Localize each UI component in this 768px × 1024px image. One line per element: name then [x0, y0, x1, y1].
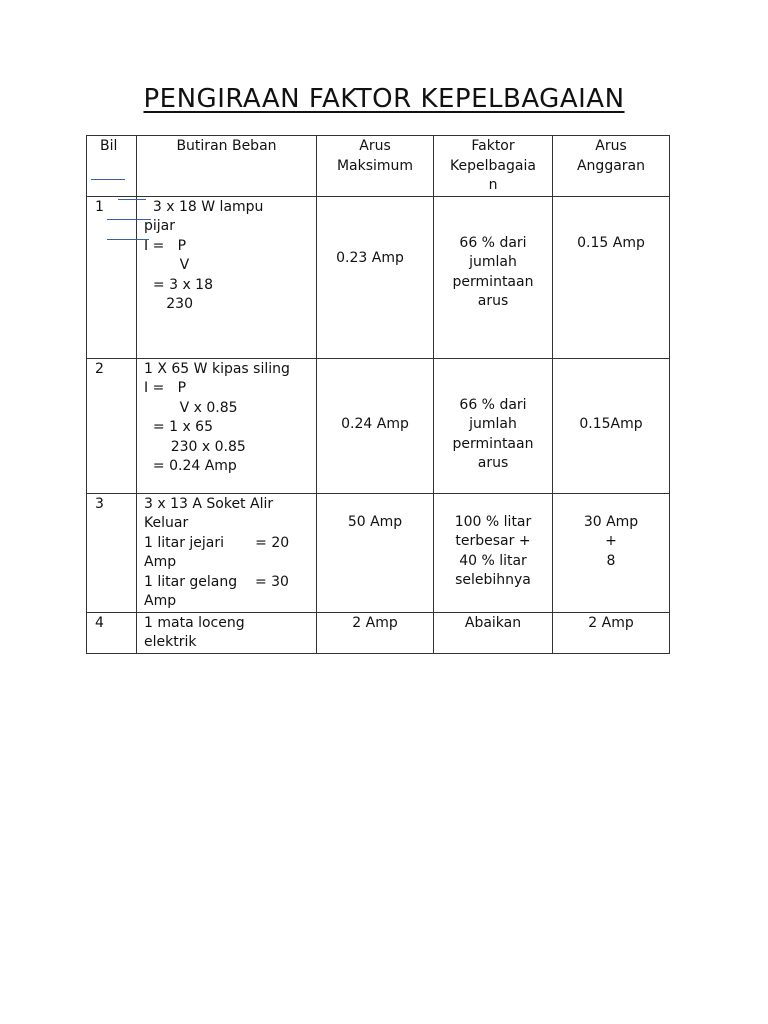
faktor-line: jumlah — [469, 254, 517, 270]
header-line: Arus — [359, 138, 391, 154]
cell-faktor — [434, 612, 553, 653]
header-line: Faktor — [471, 138, 515, 154]
page-title: PENGIRAAN FAKTOR KEPELBAGAIAN — [143, 84, 625, 114]
cell-arus-maksimum — [317, 358, 434, 493]
value-wrap — [317, 359, 433, 435]
value-wrap — [317, 197, 433, 269]
desc-line: I = P — [144, 237, 187, 254]
desc-line: 3 x 13 A Soket Alir — [144, 495, 274, 512]
desc-line: pijar — [144, 218, 176, 234]
desc-line: 1 litar gelang = 30 — [144, 573, 289, 590]
cell-butiran — [137, 196, 317, 358]
desc-line: 1 X 65 W kipas siling — [144, 360, 290, 377]
cell-arus-anggaran — [553, 358, 670, 493]
cell-faktor — [434, 493, 553, 612]
value-wrap — [434, 359, 552, 474]
desc-line: Keluar — [144, 515, 189, 531]
faktor-line: 66 % dari — [459, 396, 527, 413]
anggaran-line: 8 — [606, 552, 616, 569]
value: 0.15 Amp — [577, 234, 645, 251]
table-row — [87, 493, 670, 612]
faktor-line: 40 % litar — [459, 552, 527, 569]
header-butiran-beban: Butiran Beban — [137, 136, 317, 197]
value: 2 Amp — [588, 614, 634, 631]
header-line: Arus — [595, 138, 627, 154]
faktor-line: selebihnya — [455, 572, 531, 588]
desc-line: V x 0.85 — [144, 399, 238, 416]
cell-arus-maksimum — [317, 493, 434, 612]
value: Abaikan — [464, 614, 522, 631]
faktor-line: 66 % dari — [459, 234, 527, 251]
cell-butiran — [137, 493, 317, 612]
faktor-line: arus — [477, 455, 509, 471]
cell-bil: 3 — [87, 493, 137, 612]
cell-bil: 1 — [87, 196, 137, 358]
faktor-line: arus — [477, 293, 509, 309]
cell-arus-maksimum — [317, 196, 434, 358]
fraction-line — [107, 239, 149, 240]
desc-line: Amp — [144, 593, 177, 609]
diversity-factor-table — [86, 135, 670, 654]
header-line: Anggaran — [576, 157, 645, 174]
table-header-row — [87, 136, 670, 197]
desc-line: Amp — [144, 554, 177, 570]
cell-arus-maksimum — [317, 612, 434, 653]
faktor-line: terbesar + — [455, 533, 531, 549]
value: 50 Amp — [347, 513, 403, 530]
cell-butiran — [137, 358, 317, 493]
desc-line: = 3 x 18 — [144, 276, 213, 293]
fraction-line — [118, 199, 146, 200]
cell-arus-anggaran — [553, 612, 670, 653]
faktor-line: permintaan — [452, 435, 534, 452]
faktor-line: jumlah — [469, 416, 517, 432]
desc-line: 230 x 0.85 — [144, 438, 246, 455]
faktor-line: 100 % litar — [454, 513, 532, 530]
value-wrap — [553, 197, 669, 254]
desc-line: elektrik — [144, 634, 197, 650]
value: 0.23 Amp — [336, 249, 404, 266]
cell-faktor — [434, 358, 553, 493]
anggaran-line: 30 Amp — [583, 513, 639, 530]
desc-line: V — [144, 257, 190, 273]
header-line: n — [488, 177, 498, 193]
header-faktor-kepelbagaian — [434, 136, 553, 197]
desc-line: 1 litar jejari = 20 — [144, 534, 290, 551]
desc-line: I = P — [144, 380, 187, 396]
fraction-line — [107, 219, 151, 220]
cell-bil: 4 — [87, 612, 137, 653]
fraction-line — [91, 179, 125, 180]
anggaran-line: + — [605, 533, 617, 549]
header-line: Kepelbagaia — [450, 157, 536, 174]
header-bil: Bil — [87, 136, 137, 197]
desc-line: 3 x 18 W lampu — [144, 198, 264, 215]
value: 0.24 Amp — [341, 415, 409, 432]
cell-bil: 2 — [87, 358, 137, 493]
value-wrap — [553, 494, 669, 572]
cell-arus-anggaran — [553, 196, 670, 358]
header-arus-anggaran — [553, 136, 670, 197]
desc-line: = 1 x 65 — [144, 419, 213, 435]
table-row — [87, 196, 670, 358]
value: 0.15Amp — [579, 415, 643, 432]
cell-butiran — [137, 612, 317, 653]
value-wrap — [434, 197, 552, 312]
value-wrap — [317, 494, 433, 533]
value: 2 Amp — [352, 614, 398, 631]
value-wrap — [434, 494, 552, 591]
header-line: Maksimum — [336, 157, 414, 174]
desc-line: 1 mata loceng — [144, 614, 245, 631]
value-wrap — [553, 359, 669, 435]
desc-line: = 0.24 Amp — [144, 458, 237, 474]
cell-arus-anggaran — [553, 493, 670, 612]
cell-faktor — [434, 196, 553, 358]
faktor-line: permintaan — [452, 273, 534, 290]
header-arus-maksimum — [317, 136, 434, 197]
table-row — [87, 358, 670, 493]
table-row — [87, 612, 670, 653]
desc-line: 230 — [144, 296, 193, 312]
